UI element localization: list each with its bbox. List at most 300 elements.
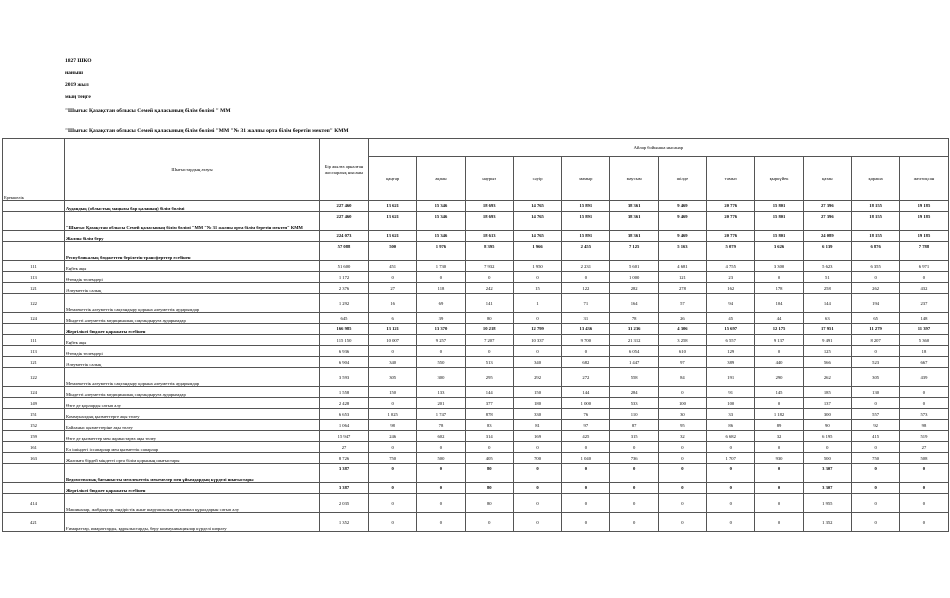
- row-month-value: 282: [610, 283, 658, 294]
- row-month-value: 0: [513, 464, 561, 483]
- row-month-value: 31 236: [610, 324, 658, 335]
- row-month-value: 15 891: [562, 201, 610, 212]
- row-month-value: 15 891: [562, 231, 610, 242]
- row-month-value: 194: [851, 294, 899, 313]
- row-annual: 224 073: [320, 231, 369, 242]
- row-month-value: 0: [900, 494, 948, 513]
- row-month-value: 0: [369, 494, 417, 513]
- row-month-value: 144: [803, 294, 851, 313]
- row-month-value: 1 950: [513, 261, 561, 272]
- row-month-value: 0: [513, 494, 561, 513]
- table-row: [3, 294, 949, 313]
- row-month-value: 94: [707, 294, 755, 313]
- row-month-value: 258: [803, 283, 851, 294]
- row-code: 124: [3, 313, 65, 324]
- form-code: 1827 ШКО: [65, 58, 92, 64]
- row-month-value: 300: [417, 368, 465, 387]
- row-month-value: 38 361: [610, 212, 658, 231]
- row-month-value: 0: [707, 442, 755, 453]
- row-month-value: 4 306: [658, 324, 706, 335]
- row-month-value: 0: [900, 513, 948, 532]
- row-month-value: 6 139: [803, 242, 851, 261]
- row-code: 161: [3, 442, 65, 453]
- row-month-value: 30: [658, 409, 706, 420]
- row-month-value: 18 155: [851, 231, 899, 242]
- table-row: [3, 283, 949, 294]
- row-month-value: 1 447: [610, 357, 658, 368]
- row-code: 151: [3, 409, 65, 420]
- row-month-value: 340: [513, 357, 561, 368]
- table-row: [3, 453, 949, 464]
- row-month-value: 9 491: [803, 335, 851, 346]
- row-month-value: 180: [513, 398, 561, 409]
- table-row: [3, 335, 949, 346]
- row-month-value: 1 730: [417, 261, 465, 272]
- table-row: [3, 212, 949, 231]
- month-header: ақпан: [417, 157, 465, 201]
- row-month-value: 377: [465, 398, 513, 409]
- row-month-value: 415: [851, 431, 899, 442]
- row-month-value: 150: [513, 387, 561, 398]
- row-code: 121: [3, 357, 65, 368]
- table-row: [3, 231, 949, 242]
- month-header: желтоқсан: [900, 157, 948, 201]
- table-row: [3, 442, 949, 453]
- table-row: [3, 464, 949, 483]
- row-month-value: 178: [755, 283, 803, 294]
- table-row: [3, 324, 949, 335]
- row-name: Республикалық бюджеттен берілетін трансферттер есебінен: [65, 242, 320, 261]
- row-month-value: 15 346: [417, 212, 465, 231]
- row-month-value: 750: [851, 453, 899, 464]
- row-month-value: 150: [369, 387, 417, 398]
- table-row: [3, 387, 949, 398]
- row-month-value: 18 693: [465, 212, 513, 231]
- row-annual: 3 387: [320, 483, 369, 494]
- row-month-value: 508: [900, 453, 948, 464]
- row-month-value: 3 307: [803, 483, 851, 494]
- row-month-value: 121: [658, 272, 706, 283]
- row-month-value: 0: [369, 398, 417, 409]
- row-code: 111: [3, 261, 65, 272]
- row-month-value: 0: [755, 272, 803, 283]
- row-code: 113: [3, 272, 65, 283]
- row-month-value: 558: [610, 368, 658, 387]
- row-month-value: 18 155: [851, 212, 899, 231]
- row-month-value: 0: [369, 442, 417, 453]
- row-annual: 2 376: [320, 283, 369, 294]
- row-month-value: 750: [369, 453, 417, 464]
- row-month-value: 4 755: [707, 261, 755, 272]
- row-name: Еңбек ақы: [65, 261, 320, 272]
- row-month-value: 51: [803, 272, 851, 283]
- row-name: Жалпыға бірдей міндетті орта білім қорының шығыстары: [65, 453, 320, 464]
- code-header: Ерекшелік: [3, 139, 65, 201]
- row-month-value: 9 700: [562, 335, 610, 346]
- row-month-value: 0: [658, 442, 706, 453]
- row-month-value: 27 396: [803, 201, 851, 212]
- row-month-value: 15 891: [562, 212, 610, 231]
- row-month-value: 13 621: [369, 201, 417, 212]
- row-month-value: 0: [513, 346, 561, 357]
- row-month-value: 6: [369, 313, 417, 324]
- row-month-value: 0: [513, 272, 561, 283]
- row-code: 121: [3, 283, 65, 294]
- row-month-value: 81: [513, 420, 561, 431]
- row-month-value: 133: [417, 387, 465, 398]
- row-month-value: 0: [417, 483, 465, 494]
- row-month-value: 201: [417, 398, 465, 409]
- budget-table: [2, 138, 949, 532]
- row-month-value: 15: [513, 283, 561, 294]
- row-name: Жергілікті бюджет қаражаты есебінен: [65, 324, 320, 335]
- row-month-value: 315: [610, 431, 658, 442]
- row-month-value: 144: [465, 387, 513, 398]
- row-month-value: 15 346: [417, 201, 465, 212]
- row-month-value: 305: [369, 368, 417, 387]
- row-month-value: 33: [707, 409, 755, 420]
- row-month-value: 38 361: [610, 201, 658, 212]
- row-month-value: 6 557: [707, 335, 755, 346]
- administrator-name: "Шығыс Қазақстан облысы Семей қаласының білім бөлімі " ММ: [65, 108, 231, 114]
- row-month-value: 878: [465, 409, 513, 420]
- row-month-value: 7 932: [465, 261, 513, 272]
- row-month-value: 0: [900, 272, 948, 283]
- row-month-value: 32: [755, 431, 803, 442]
- row-month-value: 9 137: [755, 335, 803, 346]
- row-code: 122: [3, 368, 65, 387]
- row-month-value: 1 707: [707, 453, 755, 464]
- row-month-value: 17 951: [803, 324, 851, 335]
- row-month-value: 6 355: [851, 261, 899, 272]
- table-row: [3, 201, 949, 212]
- row-name: Міндетті әлеуметтік медициналық сақтандыруға аударымдар: [65, 313, 320, 324]
- row-annual: 115 150: [320, 335, 369, 346]
- row-code: 124: [3, 387, 65, 398]
- table-row: [3, 346, 949, 357]
- row-month-value: 24 089: [803, 231, 851, 242]
- row-month-value: 0: [417, 272, 465, 283]
- row-annual: 1 292: [320, 294, 369, 313]
- row-month-value: 667: [900, 357, 948, 368]
- row-month-value: 78: [417, 420, 465, 431]
- row-month-value: 110: [610, 409, 658, 420]
- table-row: [3, 242, 949, 261]
- row-name: Міндетті әлеуметтік медициналық сақтандыруға аударымдар: [65, 387, 320, 398]
- row-month-value: 145: [755, 387, 803, 398]
- row-month-value: 3 258: [658, 335, 706, 346]
- currency-unit: мың теңге: [65, 94, 91, 100]
- row-month-value: 169: [513, 431, 561, 442]
- row-month-value: 122: [562, 283, 610, 294]
- row-month-value: 242: [465, 283, 513, 294]
- row-month-value: 15 697: [707, 324, 755, 335]
- row-month-value: 5 360: [900, 335, 948, 346]
- row-month-value: 84: [658, 368, 706, 387]
- row-month-value: 0: [851, 272, 899, 283]
- row-month-value: 1 966: [513, 242, 561, 261]
- row-month-value: 0: [755, 483, 803, 494]
- row-month-value: 0: [707, 464, 755, 483]
- row-month-value: 0: [658, 513, 706, 532]
- row-annual: 1 064: [320, 420, 369, 431]
- institution-name: "Шығыс Қазақстан облысы Семей қаласының білім бөлімі "ММ "№ 31 жалпы орта білім беретін мектеп" КММ: [65, 128, 349, 134]
- row-month-value: 8 395: [465, 242, 513, 261]
- row-month-value: 6 195: [803, 431, 851, 442]
- month-header: мамыр: [562, 157, 610, 201]
- row-month-value: 5 601: [610, 261, 658, 272]
- row-month-value: 13 121: [369, 324, 417, 335]
- row-code: 159: [3, 431, 65, 442]
- row-month-value: 80: [465, 313, 513, 324]
- row-name: Ведомстволық бағынысты мемлекеттік мекемелер мен ұйымдардың күрделі шығыстары: [65, 464, 320, 483]
- row-name: Өтемдік төлемдері: [65, 346, 320, 357]
- row-month-value: 0: [369, 272, 417, 283]
- row-month-value: 0: [610, 483, 658, 494]
- row-month-value: 0: [465, 442, 513, 453]
- row-month-value: 14 765: [513, 212, 561, 231]
- row-month-value: 0: [755, 346, 803, 357]
- table-row: [3, 261, 949, 272]
- row-month-value: 500: [803, 453, 851, 464]
- table-row: [3, 409, 949, 420]
- row-code: 122: [3, 294, 65, 313]
- row-month-value: 19 185: [900, 212, 948, 231]
- row-month-value: 566: [803, 357, 851, 368]
- row-annual: 6 936: [320, 346, 369, 357]
- row-month-value: 20 776: [707, 201, 755, 212]
- row-month-value: 13 370: [417, 324, 465, 335]
- row-month-value: 14 765: [513, 231, 561, 242]
- row-month-value: 0: [465, 272, 513, 283]
- row-month-value: 0: [513, 483, 561, 494]
- row-name: Байланыс қызметтеріне ақы төлеу: [65, 420, 320, 431]
- row-annual: 227 460: [320, 201, 369, 212]
- row-month-value: 1 000: [562, 398, 610, 409]
- row-month-value: 86: [707, 420, 755, 431]
- row-name: Аудандық (облыстық маңызы бар қаланың) білім бөлімі: [65, 201, 320, 212]
- row-month-value: 292: [513, 368, 561, 387]
- row-code: [3, 464, 65, 483]
- row-month-value: 0: [851, 494, 899, 513]
- table-row: [3, 313, 949, 324]
- row-name: Өтемдік төлемдері: [65, 272, 320, 283]
- row-month-value: 15 801: [755, 231, 803, 242]
- row-month-value: 1 747: [417, 409, 465, 420]
- row-month-value: 8 207: [851, 335, 899, 346]
- row-month-value: 533: [610, 398, 658, 409]
- row-code: [3, 242, 65, 261]
- row-annual: 227 460: [320, 212, 369, 231]
- annual-plan-header: Бір жылға арналған жоспарлық нысаны: [320, 139, 369, 201]
- row-code: 163: [3, 453, 65, 464]
- row-month-value: 185: [803, 387, 851, 398]
- row-month-value: 0: [417, 464, 465, 483]
- row-code: 111: [3, 335, 65, 346]
- row-month-value: 0: [465, 346, 513, 357]
- month-header: қаңтар: [369, 157, 417, 201]
- row-month-value: 602: [417, 431, 465, 442]
- row-month-value: 11 397: [900, 324, 948, 335]
- row-month-value: 682: [562, 357, 610, 368]
- row-month-value: 0: [707, 483, 755, 494]
- row-name: Ғимараттар, имараттарды, құрылыстарды, беру коммуникациялар күрделі шөрлеу: [65, 513, 320, 532]
- row-month-value: 0: [755, 494, 803, 513]
- row-month-value: 0: [803, 442, 851, 453]
- row-month-value: 16: [369, 294, 417, 313]
- row-month-value: 144: [562, 387, 610, 398]
- row-month-value: 0: [369, 346, 417, 357]
- row-month-value: 389: [707, 357, 755, 368]
- row-month-value: 27: [900, 442, 948, 453]
- row-month-value: 290: [755, 368, 803, 387]
- row-month-value: 5 163: [658, 242, 706, 261]
- row-month-value: 20 776: [707, 231, 755, 242]
- row-month-value: 76: [562, 409, 610, 420]
- row-code: 414: [3, 494, 65, 513]
- month-header: маусым: [610, 157, 658, 201]
- row-code: [3, 231, 65, 242]
- row-month-value: 162: [707, 283, 755, 294]
- row-month-value: 12 175: [755, 324, 803, 335]
- row-month-value: 21 312: [610, 335, 658, 346]
- row-annual: 6 653: [320, 409, 369, 420]
- row-month-value: 19 185: [900, 231, 948, 242]
- row-month-value: 7 207: [465, 335, 513, 346]
- row-month-value: 32: [658, 431, 706, 442]
- row-annual: 51 600: [320, 261, 369, 272]
- row-month-value: 451: [369, 261, 417, 272]
- table-row: [3, 420, 949, 431]
- row-month-value: 0: [562, 464, 610, 483]
- row-month-value: 98: [369, 420, 417, 431]
- row-month-value: 1 000: [610, 272, 658, 283]
- row-month-value: 71: [562, 294, 610, 313]
- row-month-value: 0: [417, 346, 465, 357]
- row-month-value: 0: [707, 494, 755, 513]
- row-annual: 166 985: [320, 324, 369, 335]
- row-code: 113: [3, 346, 65, 357]
- row-annual: 645: [320, 313, 369, 324]
- row-month-value: 0: [658, 483, 706, 494]
- row-month-value: 0: [851, 513, 899, 532]
- row-month-value: 18 155: [851, 201, 899, 212]
- row-month-value: 573: [900, 409, 948, 420]
- row-month-value: 78: [610, 313, 658, 324]
- row-month-value: 44: [755, 313, 803, 324]
- row-month-value: 0: [900, 387, 948, 398]
- row-month-value: 27 396: [803, 212, 851, 231]
- row-code: [3, 324, 65, 335]
- row-month-value: 90: [803, 420, 851, 431]
- row-month-value: 141: [465, 294, 513, 313]
- row-month-value: 0: [900, 464, 948, 483]
- row-month-value: 1 352: [803, 513, 851, 532]
- row-month-value: 9 257: [417, 335, 465, 346]
- report-year: 2019 жыл: [65, 82, 89, 88]
- row-month-value: 295: [465, 368, 513, 387]
- row-annual: 8 726: [320, 453, 369, 464]
- row-month-value: 15 801: [755, 212, 803, 231]
- row-month-value: 130: [851, 387, 899, 398]
- row-month-value: 262: [803, 368, 851, 387]
- row-month-value: 0: [610, 464, 658, 483]
- row-month-value: 500: [369, 242, 417, 261]
- row-month-value: 100: [707, 398, 755, 409]
- row-code: [3, 212, 65, 231]
- row-month-value: 700: [513, 453, 561, 464]
- row-name: "Шығыс Қазақстан облысы Семей қаласының білім бөлімі "ММ "№ 31 жалпы орта білім беретін мектеп" КММ: [65, 212, 320, 231]
- row-month-value: 13 621: [369, 212, 417, 231]
- row-month-value: 57: [658, 294, 706, 313]
- row-name: Жалпы білім беру: [65, 231, 320, 242]
- row-annual: 1 172: [320, 272, 369, 283]
- row-month-value: 91: [707, 387, 755, 398]
- month-header: шілде: [658, 157, 706, 201]
- row-month-value: 1 182: [755, 409, 803, 420]
- row-month-value: 0: [562, 346, 610, 357]
- row-code: 149: [3, 398, 65, 409]
- row-month-value: 7 125: [610, 242, 658, 261]
- row-month-value: 20 776: [707, 212, 755, 231]
- row-month-value: 0: [610, 513, 658, 532]
- row-month-value: 0: [658, 387, 706, 398]
- row-month-value: 97: [658, 357, 706, 368]
- row-month-value: 0: [851, 442, 899, 453]
- row-month-value: 63: [803, 313, 851, 324]
- row-month-value: 314: [465, 431, 513, 442]
- row-month-value: 284: [610, 387, 658, 398]
- row-month-value: 1 955: [803, 494, 851, 513]
- month-header: қараша: [851, 157, 899, 201]
- row-month-value: 12 799: [513, 324, 561, 335]
- row-month-value: 14 765: [513, 201, 561, 212]
- row-month-value: 39: [417, 313, 465, 324]
- table-row: [3, 431, 949, 442]
- table-row: [3, 513, 949, 532]
- row-month-value: 5 623: [803, 261, 851, 272]
- row-month-value: 0: [900, 398, 948, 409]
- row-code: 152: [3, 420, 65, 431]
- row-name: Мемлекеттік әлеуметтік сақтандыру қорына әлеуметтік аударымдар: [65, 294, 320, 313]
- row-month-value: 19 185: [900, 201, 948, 212]
- period-type: наныш: [65, 70, 84, 76]
- row-month-value: 9 469: [658, 231, 706, 242]
- row-month-value: 0: [610, 442, 658, 453]
- row-code: 421: [3, 513, 65, 532]
- row-annual: 2 035: [320, 494, 369, 513]
- row-month-value: 439: [900, 368, 948, 387]
- row-month-value: 550: [417, 357, 465, 368]
- row-month-value: 104: [755, 294, 803, 313]
- row-month-value: 80: [465, 483, 513, 494]
- row-month-value: 0: [562, 483, 610, 494]
- row-month-value: 9 469: [658, 201, 706, 212]
- row-month-value: 0: [562, 513, 610, 532]
- row-month-value: 557: [851, 409, 899, 420]
- row-month-value: 95: [658, 420, 706, 431]
- row-annual: 57 088: [320, 242, 369, 261]
- row-month-value: 0: [707, 513, 755, 532]
- row-month-value: 0: [658, 494, 706, 513]
- row-name: Өзге де қызметтер мен жұмыстарға ақы төлеу: [65, 431, 320, 442]
- row-month-value: 80: [465, 494, 513, 513]
- row-month-value: 0: [369, 483, 417, 494]
- row-month-value: 0: [755, 513, 803, 532]
- month-header: наурыз: [465, 157, 513, 201]
- month-header: сәуір: [513, 157, 561, 201]
- row-month-value: 237: [900, 294, 948, 313]
